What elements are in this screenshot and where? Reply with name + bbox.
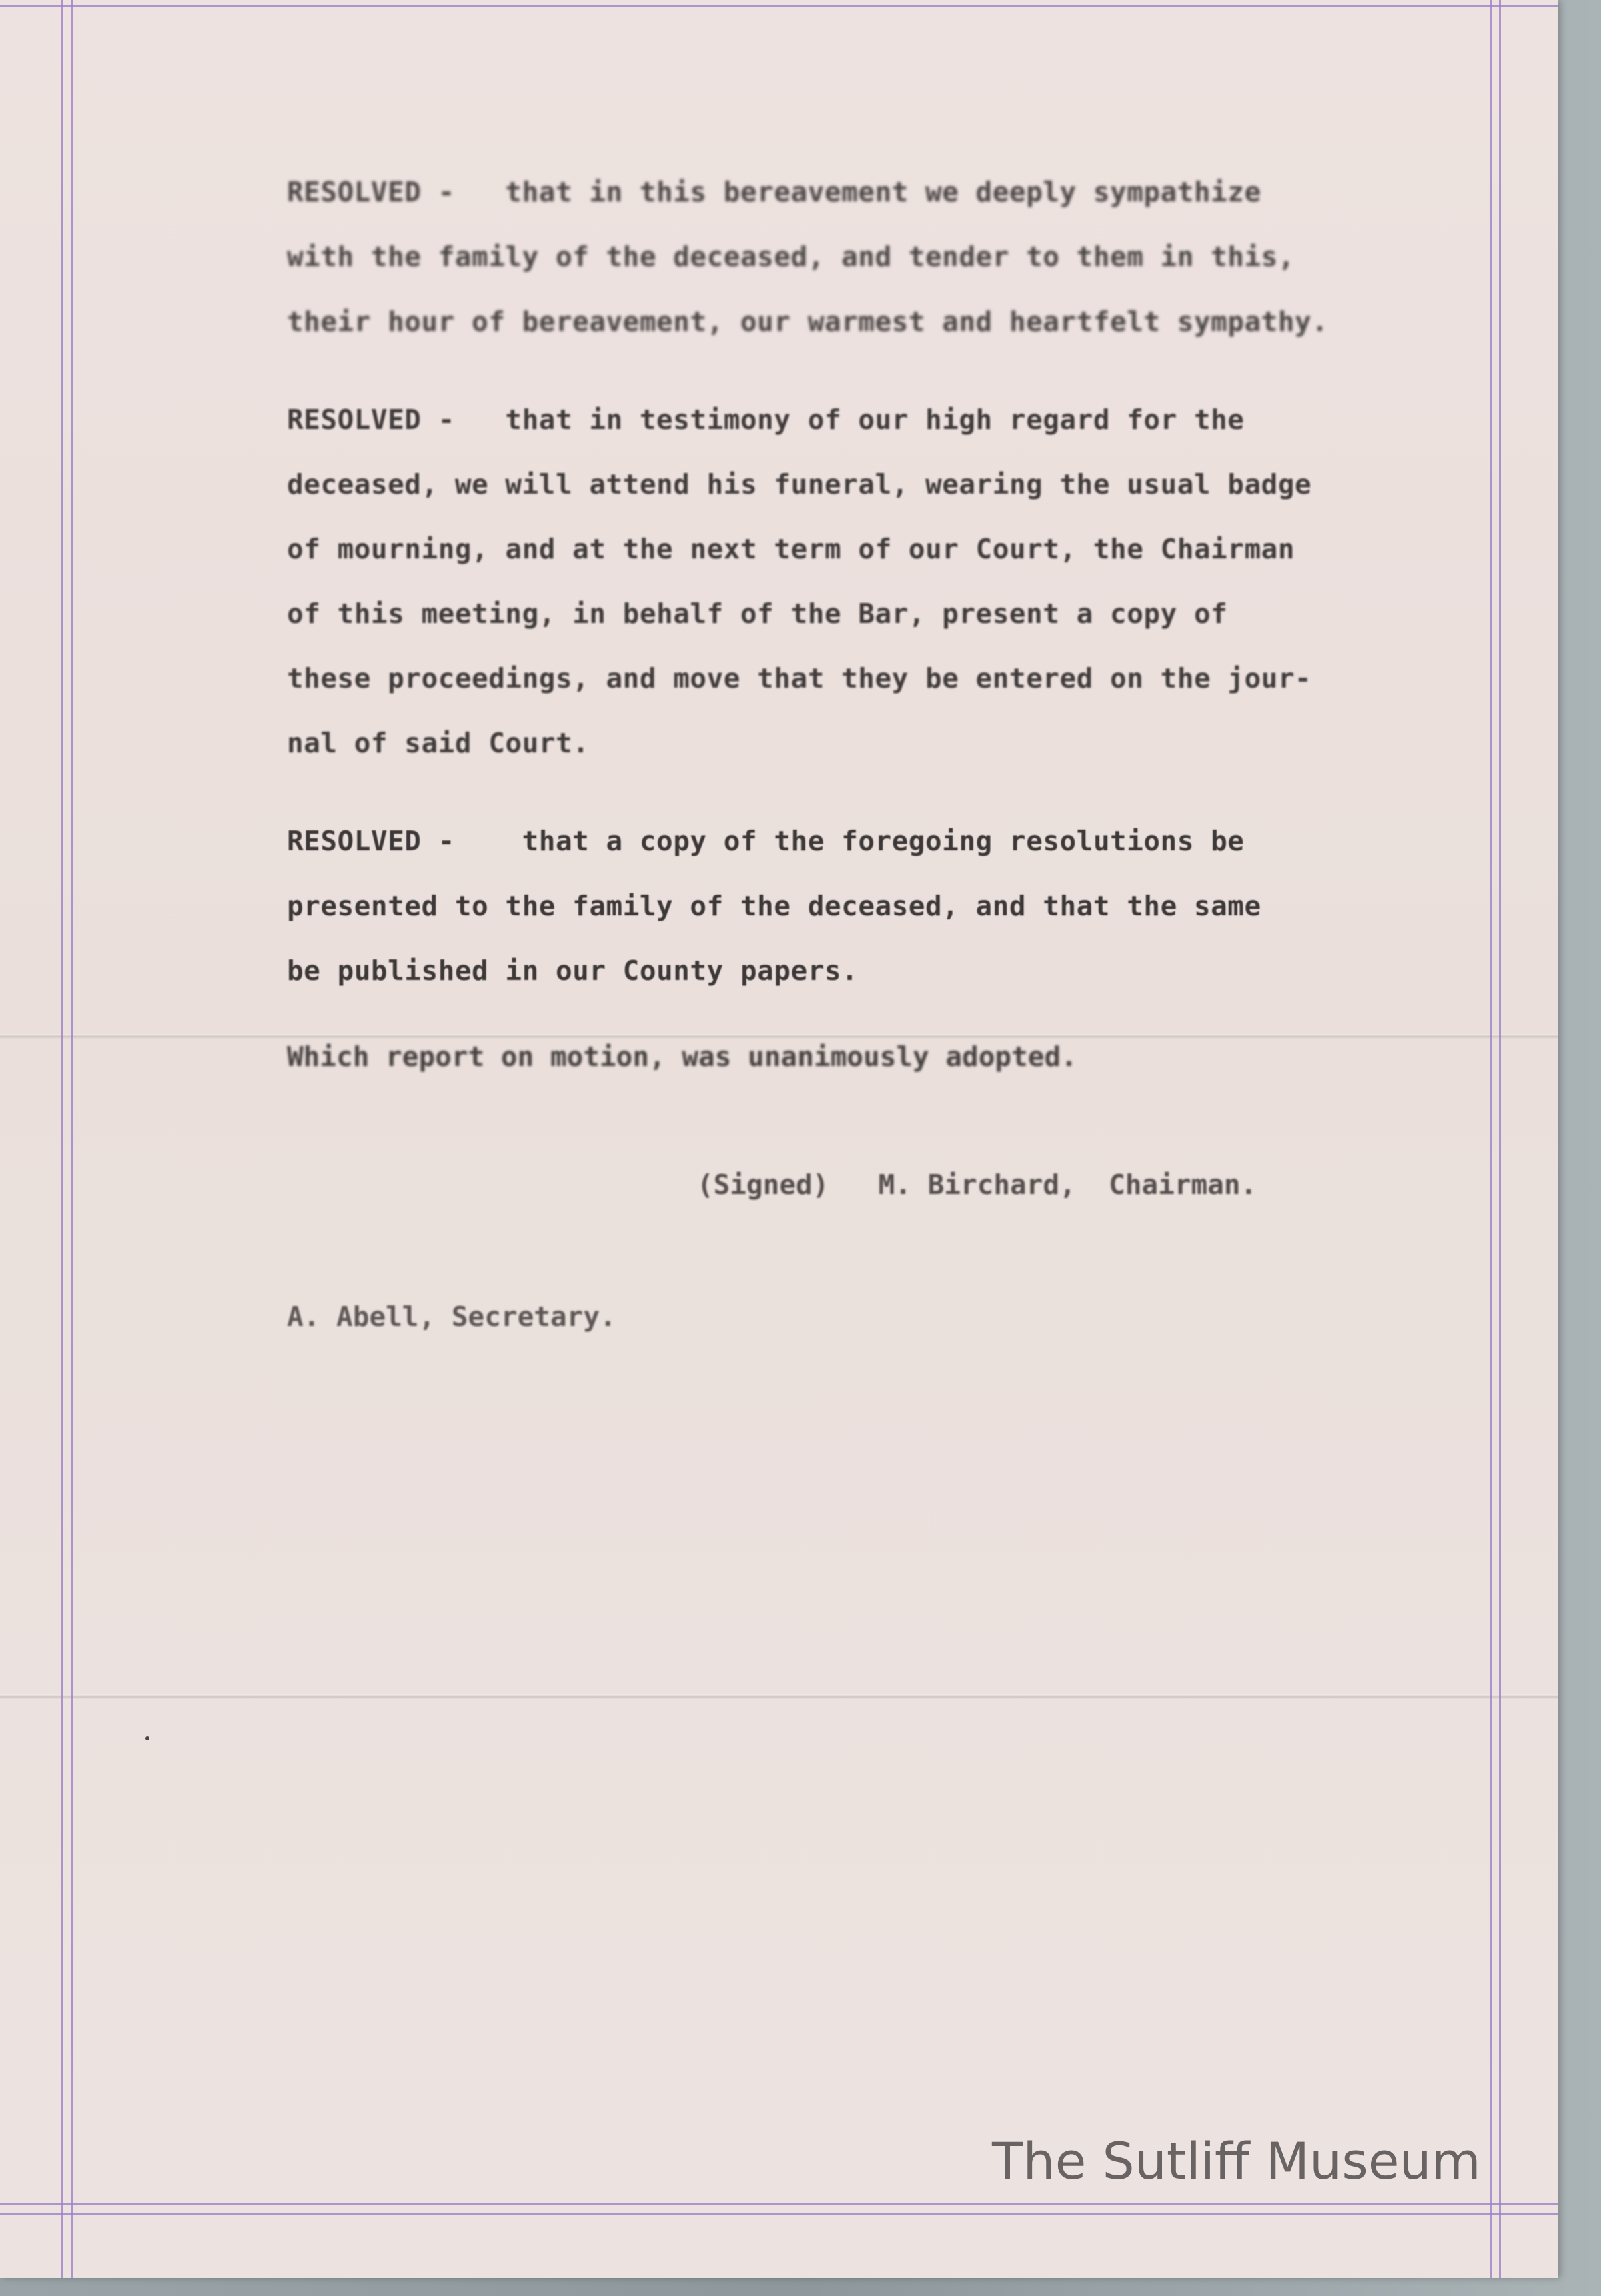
margin-rule-bottom xyxy=(0,2213,1558,2215)
secretary-signature-line: A. Abell, Secretary. xyxy=(287,1301,616,1333)
margin-rule-top xyxy=(0,5,1558,7)
text-line: RESOLVED - that in this bereavement we deeply sympathize xyxy=(287,176,1261,208)
text-line: be published in our County papers. xyxy=(287,955,859,987)
text-line: their hour of bereavement, our warmest and heartfelt sympathy. xyxy=(287,306,1329,338)
resolution-paragraph xyxy=(287,160,1488,354)
text-line: of mourning, and at the next term of our Court, the Chairman xyxy=(287,533,1295,565)
margin-rule-right xyxy=(1499,0,1501,2278)
margin-rule-left xyxy=(61,0,63,2278)
resolution-paragraph xyxy=(287,809,1488,1003)
text-line: deceased, we will attend his funeral, wearing the usual badge xyxy=(287,468,1312,500)
text-line: these proceedings, and move that they be entered on the jour- xyxy=(287,662,1312,694)
paper-fold-crease xyxy=(0,1694,1558,1700)
text-line: of this meeting, in behalf of the Bar, present a copy of xyxy=(287,598,1228,630)
typewritten-resolutions xyxy=(287,160,1488,1037)
margin-rule-left xyxy=(71,0,73,2278)
text-line: RESOLVED - that in testimony of our high regard for the xyxy=(287,404,1245,436)
text-line: presented to the family of the deceased, and that the same xyxy=(287,890,1261,922)
resolution-paragraph xyxy=(287,388,1488,776)
text-line: nal of said Court. xyxy=(287,727,590,759)
text-line: with the family of the deceased, and tender to them in this, xyxy=(287,241,1295,273)
ink-speck xyxy=(145,1736,149,1740)
museum-watermark: The Sutliff Museum xyxy=(992,2131,1481,2191)
margin-rule-bottom xyxy=(0,2203,1558,2205)
chairman-signature-line: (Signed) M. Birchard, Chairman. xyxy=(697,1169,1257,1201)
adoption-statement: Which report on motion, was unanimously adopted. xyxy=(287,1041,1077,1073)
text-line: RESOLVED - that a copy of the foregoing resolutions be xyxy=(287,825,1245,857)
margin-rule-right xyxy=(1490,0,1492,2278)
